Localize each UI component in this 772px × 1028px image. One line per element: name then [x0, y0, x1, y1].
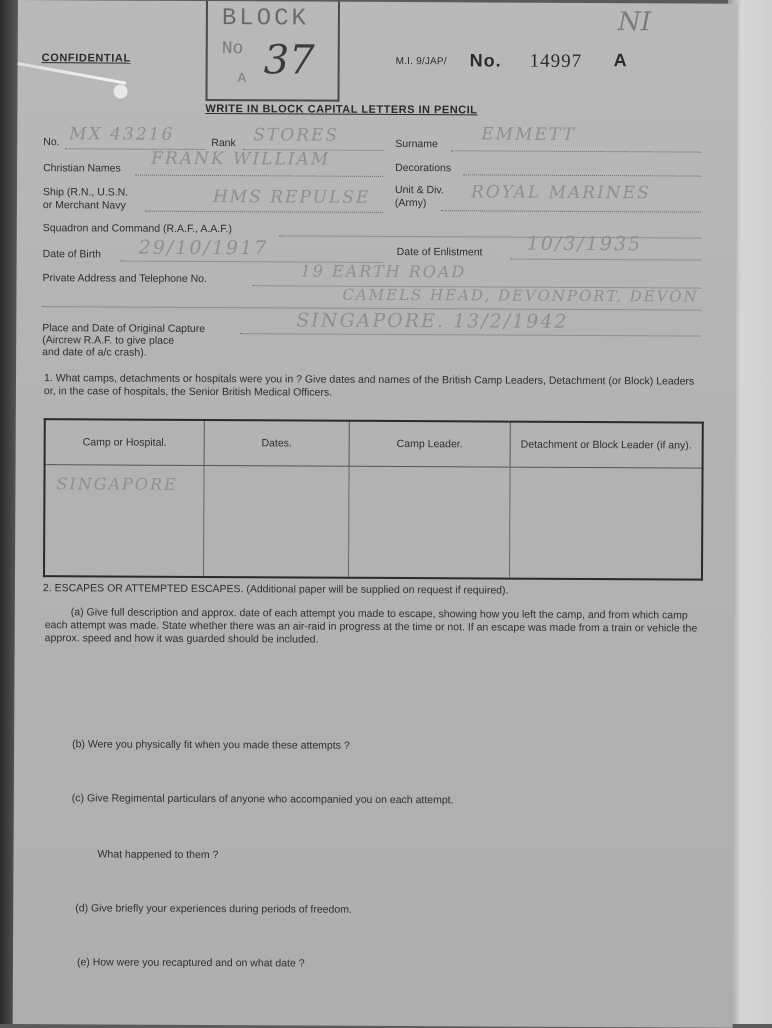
ship-label-line1: Ship (R.N., U.S.N. [42, 186, 129, 199]
cell-detachment-leader [509, 467, 702, 580]
question-2c: (c) Give Regimental particulars of anyone who accompanied you on each attempt. [71, 792, 454, 807]
stamp-block-text: BLOCK [221, 5, 309, 33]
question-2a: (a) Give full description and approx. date of each attempt you made to escape, showing how you left the camp, and from which camp each attempt was made. State whether there was an air-raid in progress at the time or not. If an escape was made from a train or vehicle the approx. speed and how it was guarded should be included. [44, 606, 698, 646]
unit-value: ROYAL MARINES [470, 182, 651, 204]
christian-names-value: FRANK WILLIAM [151, 148, 331, 170]
column-detachment-leader: Detachment or Block Leader (if any). [510, 422, 703, 469]
question-2b: (b) Were you physically fit when you made these attempts ? [72, 738, 350, 752]
capture-label-line1: Place and Date of Original Capture [42, 322, 206, 335]
surname-label: Surname [395, 137, 438, 151]
form-serial-number: 14997 [529, 50, 583, 72]
rank-label: Rank [211, 137, 236, 150]
cell-camp-leader [348, 466, 510, 578]
question-1-body: What camps, detachments or hospitals were you in ? Give dates and names of the British Camp Leaders, Detachment (or Block) Leaders or, in the case of hospitals, the Senior British Medical Officers. [43, 372, 695, 399]
no-label: No. [43, 136, 60, 149]
question-2-heading: 2. ESCAPES OR ATTEMPTED ESCAPES. (Additional paper will be supplied on request if required). [42, 582, 509, 597]
form-serial-suffix: A [613, 50, 627, 71]
squadron-label: Squadron and Command (R.A.F., A.A.F.) [42, 222, 232, 236]
christian-names-line [135, 175, 383, 177]
tie-knot [113, 85, 127, 99]
enlistment-value: 10/3/1935 [526, 232, 643, 256]
form-reference: M.I. 9/JAP/ [395, 55, 447, 68]
surname-value: EMMETT [481, 124, 576, 145]
question-1-number: 1. [43, 372, 53, 385]
form-no-label: No. [469, 50, 502, 71]
question-2e: (e) How were you recaptured and on what date ? [76, 956, 305, 970]
decorations-line [463, 174, 701, 176]
question-1-text [44, 372, 704, 401]
address-value-2: CAMELS HEAD, DEVONPORT, DEVON [342, 285, 699, 306]
camp-value: SINGAPORE [56, 474, 178, 494]
capture-label-line3: and date of a/c crash). [42, 346, 147, 359]
christian-names-label: Christian Names [43, 162, 121, 175]
question-2c-followup: What happened to them ? [97, 848, 219, 862]
stamp-handwritten-number: 37 [263, 37, 315, 84]
cell-camp [44, 465, 204, 577]
column-camp: Camp or Hospital. [45, 419, 205, 465]
form-page [13, 0, 738, 1028]
column-dates: Dates. [204, 420, 349, 466]
unit-line [441, 210, 701, 212]
capture-label-line2: (Aircrew R.A.F. to give place [42, 334, 175, 347]
camps-table-header [45, 419, 703, 468]
cell-dates [203, 465, 349, 577]
question-2d: (d) Give briefly your experiences during periods of freedom. [75, 902, 352, 916]
ship-value: HMS REPULSE [212, 187, 371, 208]
stamp-sub-text: A [237, 71, 247, 88]
capture-value: SINGAPORE. 13/2/1942 [296, 309, 569, 333]
column-camp-leader: Camp Leader. [349, 421, 510, 467]
tie-string [17, 62, 126, 85]
ship-line [145, 211, 383, 213]
capture-line [240, 333, 700, 336]
confidential-label: CONFIDENTIAL [41, 52, 131, 65]
corner-handwritten-mark: NI [617, 7, 652, 38]
enlistment-line [511, 259, 701, 261]
instruction-heading: WRITE IN BLOCK CAPITAL LETTERS IN PENCIL [205, 102, 478, 117]
stamp-no-text: No [221, 39, 244, 60]
table-row [44, 465, 703, 580]
unit-label-line2: (Army) [394, 196, 427, 210]
decorations-label: Decorations [395, 161, 452, 175]
ship-label-line2: or Merchant Navy [42, 199, 126, 212]
unit-label-line1: Unit & Div. [394, 183, 444, 197]
rank-value: STORES [253, 125, 340, 146]
dob-label: Date of Birth [42, 248, 102, 261]
surname-line [451, 150, 701, 152]
enlistment-label: Date of Enlistment [396, 245, 483, 259]
camps-table [43, 418, 704, 580]
address-label: Private Address and Telephone No. [42, 272, 207, 285]
dob-value: 29/10/1917 [138, 236, 269, 260]
address-value-1: 19 EARTH ROAD [300, 261, 467, 282]
no-value: MX 43216 [69, 124, 175, 145]
block-stamp [205, 1, 340, 102]
